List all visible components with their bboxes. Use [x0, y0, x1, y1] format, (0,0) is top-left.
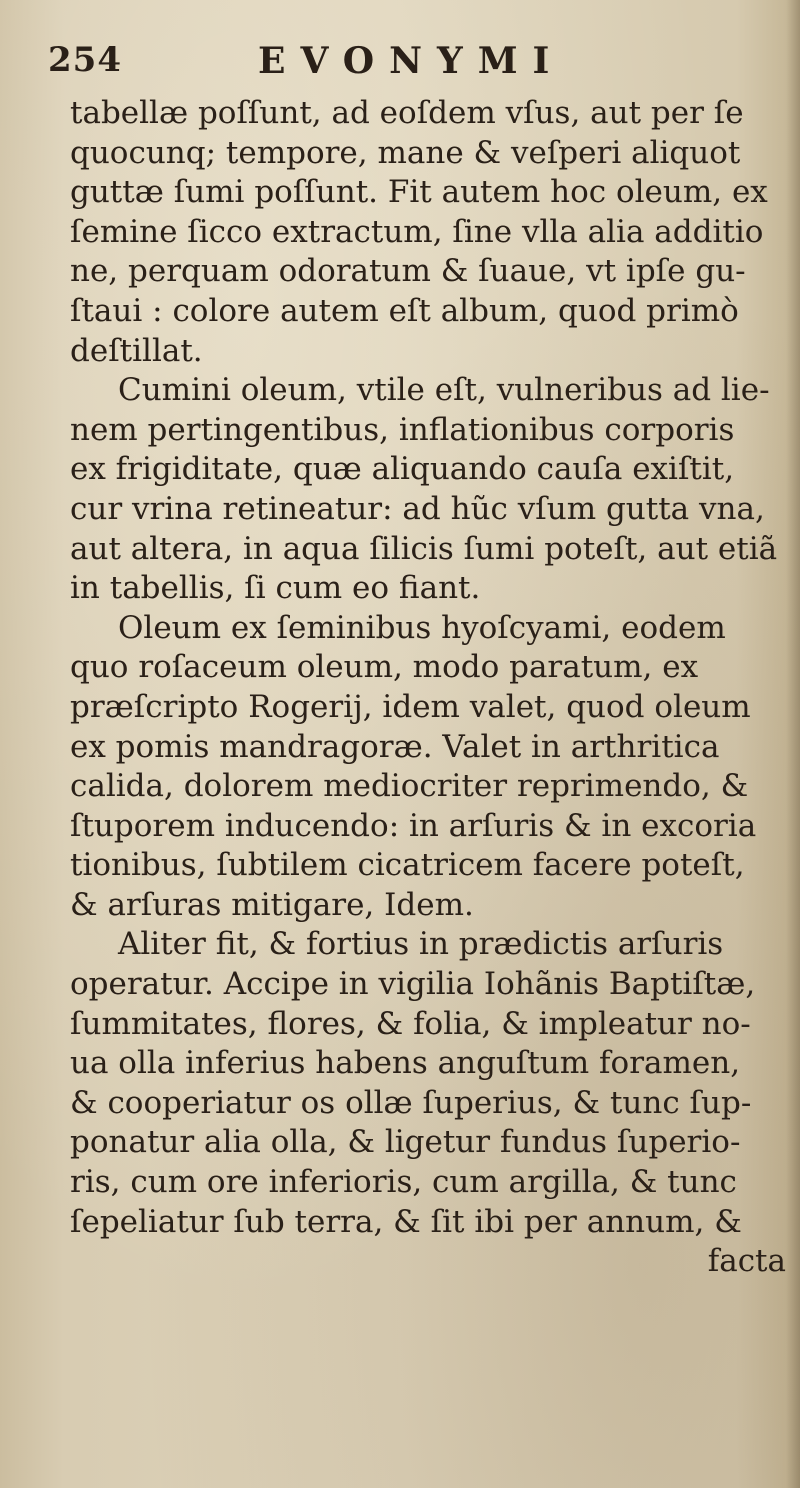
paragraph-start-line: Oleum ex ſeminibus hyoſcyami, eodem	[118, 609, 726, 646]
paragraph-start-line: Cumini oleum, vtile eſt, vulneribus ad lie-	[118, 372, 770, 409]
text-line: ponatur alia olla, & ligetur fundus ſuperio-	[70, 1124, 741, 1161]
running-title: EVONYMI	[258, 40, 565, 82]
paragraph-start-line: Aliter fit, & fortius in prædictis arſuris	[118, 926, 724, 963]
body-text	[70, 94, 792, 1282]
text-line: quo roſaceum oleum, modo paratum, ex	[70, 649, 699, 686]
text-line: operatur. Accipe in vigilia Iohãnis Baptiſtæ,	[70, 966, 756, 1003]
text-line: ris, cum ore inferioris, cum argilla, & tunc	[70, 1164, 737, 1201]
text-line: tionibus, ſubtilem cicatricem facere poteſt,	[70, 847, 745, 884]
text-line: aut altera, in aqua ſilicis ſumi poteſt, aut etiã	[70, 530, 778, 567]
text-line: guttæ ſumi poſſunt. Fit autem hoc oleum, ex	[70, 174, 768, 211]
page-header	[48, 40, 748, 92]
text-line: ex frigiditate, quæ aliquando cauſa exiſtit,	[70, 451, 735, 488]
text-line: quocunq; tempore, mane & veſperi aliquot	[70, 134, 741, 171]
text-line: nem pertingentibus, inflationibus corporis	[70, 411, 735, 448]
text-line: præſcripto Rogerij, idem valet, quod oleum	[70, 688, 751, 725]
text-line: in tabellis, ſi cum eo fiant.	[70, 570, 481, 607]
text-line: ſummitates, flores, & folia, & impleatur no-	[70, 1005, 751, 1042]
text-line: calida, dolorem mediocriter reprimendo, &	[70, 768, 749, 805]
text-line: tabellæ poſſunt, ad eoſdem vſus, aut per ſe	[70, 95, 744, 131]
text-line: ſtaui : colore autem eſt album, quod primò	[70, 292, 739, 329]
text-line: & cooperiatur os ollæ ſuperius, & tunc ſup-	[70, 1084, 752, 1121]
text-line: & arſuras mitigare, Idem.	[70, 886, 474, 923]
text-line: ne, perquam odoratum & ſuaue, vt ipſe gu-	[70, 253, 746, 290]
text-line: ſtuporem inducendo: in arſuris & in excoria	[70, 807, 757, 844]
page-number: 254	[48, 40, 122, 80]
text-line: cur vrina retineatur: ad hũc vſum gutta vna,	[70, 490, 765, 527]
text-line: ua olla inferius habens anguſtum foramen,	[70, 1045, 741, 1082]
catchword: facta	[707, 1243, 786, 1280]
text-line: ex pomis mandragoræ. Valet in arthritica	[70, 728, 720, 765]
text-line: ſemine ſicco extractum, ſine vlla alia additio	[70, 213, 764, 250]
text-line: deſtillat.	[70, 332, 203, 369]
text-line: ſepeliatur ſub terra, & ſit ibi per annum, &	[70, 1203, 742, 1240]
